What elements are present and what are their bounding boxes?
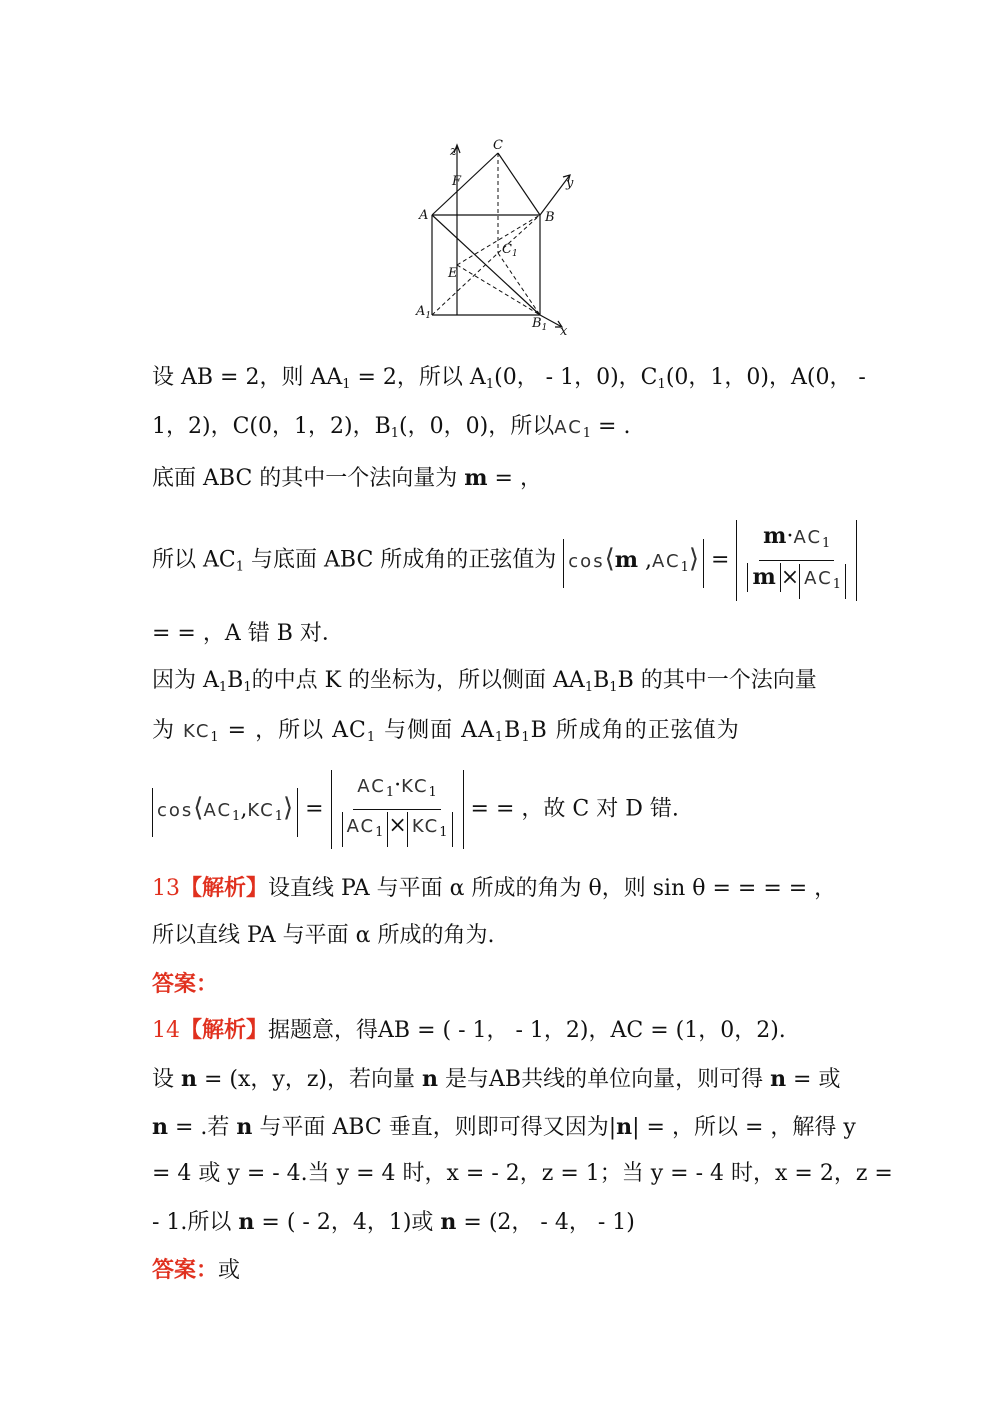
p14-line5: - 1.所以 n = ( - 2，4，1)或 n = (2， - 4， - 1): [152, 1209, 635, 1235]
p12-line6: 因为 $A_1B_1$的中点 K 的坐标为，所以侧面 $AA_1B_1B$ 的其中一个法向量: [152, 668, 817, 695]
label-a: A: [419, 208, 429, 223]
p13-answer: 答案：: [152, 971, 219, 997]
label-f: F: [452, 174, 462, 189]
label-c: C: [493, 138, 503, 153]
p13-tag: 【解析】: [180, 875, 269, 901]
p12-line4: 所以 $AC_1$ 与底面 ABC 所成角的正弦值为 cos⟨m $,AC_1⟩$ = $\frac{m\cdot AC_1}{m \times AC_1}$: [152, 520, 857, 603]
edge-ac: [432, 153, 498, 215]
p12-line1: 设 AB = 2，则 $AA_1 = 2$，所以 $A_1(0$， - 1，0)，$C_1(0$，1，0)，A(0， -: [152, 365, 866, 392]
p14-line1: 14【解析】据题意，得AB = ( - 1， - 1，2)，AC = (1，0，2).: [152, 1017, 786, 1043]
p14-answer: 答案：或: [152, 1257, 241, 1283]
p14-line2: 设 n = (x，y，z)，若向量 n 是与AB共线的单位向量，则可得 n = 或: [152, 1066, 841, 1092]
p13-line1: 13【解析】设直线 PA 与平面 α 所成的角为 θ，则 sin θ = = = = ，: [152, 875, 837, 901]
abs-cos-ac1-kc1: $\cos⟨AC_1,KC_1⟩$: [152, 788, 298, 837]
p14-line3: n = .若 n 与平面 ABC 垂直，则即可得又因为|n| = ，所以 = ，解得 y: [152, 1114, 856, 1140]
p12-line8: $\cos⟨AC_1,KC_1⟩$ = $\frac{AC_1\cdot KC_1}{AC_1 \times KC_1}$ = = ，故 C 对 D 错.: [152, 770, 679, 849]
vector-ac1: AC: [554, 417, 583, 438]
p12-line5: = = ，A 错 B 对．: [152, 621, 344, 646]
abs-cos-m-ac1: cos⟨m $,AC_1⟩$: [563, 539, 704, 588]
label-z: z: [450, 144, 457, 159]
p14-line4: = 4 或 y = - 4.当 y = 4 时，x = - 2，z = 1；当 y = - 4 时，x = 2，z =: [152, 1161, 893, 1186]
prism-figure: [410, 135, 595, 340]
p12-line3: 底面 ABC 的其中一个法向量为 m = ，: [152, 465, 542, 491]
p14-tag: 【解析】: [180, 1017, 269, 1043]
label-a1: $A_1$: [416, 304, 432, 321]
label-b: B: [545, 210, 555, 225]
p12-line7: 为 $KC_1$ = ，所以 $AC_1$ 与侧面 $AA_1B_1B$ 所成角的正弦值为: [152, 718, 740, 745]
edge-c1b1: [498, 253, 540, 315]
label-e: E: [448, 266, 458, 281]
edge-eb1: [457, 265, 540, 315]
p13-line2: 所以直线 PA 与平面 α 所成的角为.: [152, 923, 495, 948]
label-b1: $B_1$: [532, 316, 548, 333]
fraction-ac1-kc1: $\frac{AC_1\cdot KC_1}{AC_1 \times KC_1}$: [331, 770, 464, 849]
label-c1: $C_1$: [502, 242, 518, 259]
p12-line2: 1，2)，C(0，1，2)，$B_1$(，0，0)，所以$AC_1$ = .: [152, 414, 631, 441]
label-x: x: [560, 324, 568, 339]
edge-cb: [498, 153, 540, 215]
fraction-m-ac1: $\frac{m\cdot AC_1}{m \times AC_1}$: [736, 520, 857, 601]
label-y: y: [566, 176, 574, 191]
